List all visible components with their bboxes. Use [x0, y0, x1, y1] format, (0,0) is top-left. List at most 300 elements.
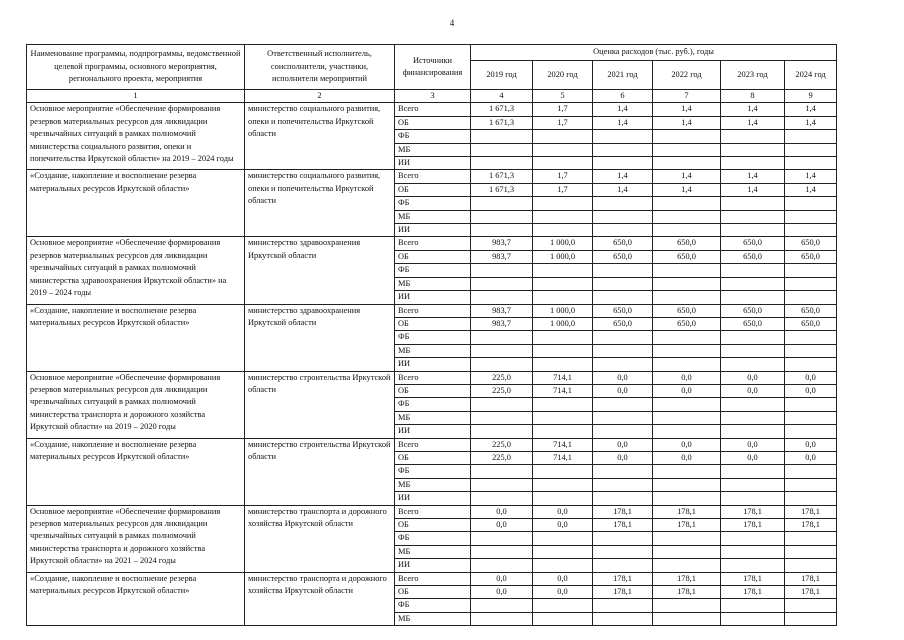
amount-cell: 0,0 [533, 572, 593, 585]
amount-cell [721, 425, 785, 438]
amount-cell: 178,1 [721, 519, 785, 532]
amount-cell [721, 532, 785, 545]
funding-source: ФБ [395, 197, 471, 210]
activity-name: «Создание, накопление и восполнение резерва материальных ресурсов Иркутской области» [27, 170, 245, 237]
funding-source: МБ [395, 478, 471, 491]
amount-cell: 650,0 [593, 237, 653, 250]
funding-source: ИИ [395, 559, 471, 572]
amount-cell [653, 277, 721, 290]
amount-cell [533, 599, 593, 612]
amount-cell [471, 532, 533, 545]
amount-cell: 1 671,3 [471, 116, 533, 129]
amount-cell [471, 411, 533, 424]
amount-cell [593, 197, 653, 210]
amount-cell [785, 559, 837, 572]
amount-cell [533, 331, 593, 344]
activity-name: Основное мероприятие «Обеспечение формирования резервов материальных ресурсов для ликвидации чрезвычайных ситуаций в рамках полномочий министерства социального развития, опеки и попечительства Иркутской области» на 2019 – 2024 годы [27, 103, 245, 170]
amount-cell: 0,0 [785, 451, 837, 464]
amount-cell: 714,1 [533, 371, 593, 384]
amount-cell: 225,0 [471, 451, 533, 464]
amount-cell [533, 478, 593, 491]
amount-cell [533, 344, 593, 357]
funding-source: МБ [395, 545, 471, 558]
amount-cell [785, 398, 837, 411]
amount-cell: 0,0 [653, 384, 721, 397]
amount-cell [593, 559, 653, 572]
table-row [27, 505, 837, 518]
amount-cell: 178,1 [785, 586, 837, 599]
amount-cell: 1 000,0 [533, 317, 593, 330]
amount-cell: 1,4 [653, 183, 721, 196]
table-body [27, 103, 837, 626]
amount-cell: 714,1 [533, 451, 593, 464]
amount-cell: 1,4 [785, 116, 837, 129]
amount-cell [533, 559, 593, 572]
amount-cell [593, 425, 653, 438]
amount-cell [721, 411, 785, 424]
amount-cell [721, 157, 785, 170]
amount-cell: 0,0 [533, 586, 593, 599]
funding-source: ФБ [395, 331, 471, 344]
amount-cell: 714,1 [533, 438, 593, 451]
amount-cell [721, 224, 785, 237]
amount-cell: 1,4 [785, 183, 837, 196]
funding-source: ФБ [395, 398, 471, 411]
amount-cell [785, 492, 837, 505]
amount-cell [721, 277, 785, 290]
amount-cell [653, 398, 721, 411]
funding-source: Всего [395, 237, 471, 250]
amount-cell [653, 492, 721, 505]
amount-cell [471, 599, 533, 612]
amount-cell: 1,4 [721, 183, 785, 196]
funding-source: Всего [395, 170, 471, 183]
amount-cell [593, 210, 653, 223]
amount-cell: 0,0 [653, 451, 721, 464]
amount-cell [721, 478, 785, 491]
page-number: 4 [449, 18, 455, 28]
amount-cell [593, 130, 653, 143]
amount-cell: 1,7 [533, 116, 593, 129]
amount-cell: 178,1 [721, 505, 785, 518]
amount-cell [471, 358, 533, 371]
amount-cell: 1,4 [593, 183, 653, 196]
amount-cell [721, 559, 785, 572]
amount-cell [471, 344, 533, 357]
amount-cell [593, 344, 653, 357]
column-number: 8 [721, 90, 785, 103]
amount-cell [593, 277, 653, 290]
amount-cell [785, 545, 837, 558]
amount-cell: 0,0 [593, 438, 653, 451]
amount-cell: 0,0 [471, 505, 533, 518]
amount-cell: 650,0 [721, 250, 785, 263]
amount-cell [653, 331, 721, 344]
executor: министерство здравоохранения Иркутской области [245, 237, 395, 304]
amount-cell [653, 264, 721, 277]
amount-cell [721, 398, 785, 411]
amount-cell: 1,4 [785, 170, 837, 183]
amount-cell [533, 411, 593, 424]
table-row [27, 438, 837, 451]
funding-source: ОБ [395, 586, 471, 599]
amount-cell [785, 143, 837, 156]
amount-cell: 650,0 [785, 317, 837, 330]
amount-cell [653, 478, 721, 491]
column-number: 9 [785, 90, 837, 103]
amount-cell: 650,0 [721, 317, 785, 330]
amount-cell: 178,1 [593, 505, 653, 518]
amount-cell: 178,1 [785, 505, 837, 518]
amount-cell: 0,0 [593, 451, 653, 464]
amount-cell [721, 612, 785, 625]
amount-cell: 178,1 [653, 519, 721, 532]
amount-cell [593, 612, 653, 625]
amount-cell: 650,0 [721, 304, 785, 317]
amount-cell: 1,4 [721, 170, 785, 183]
amount-cell [533, 197, 593, 210]
amount-cell [533, 465, 593, 478]
funding-source: МБ [395, 277, 471, 290]
funding-source: ОБ [395, 116, 471, 129]
executor: министерство транспорта и дорожного хозяйства Иркутской области [245, 505, 395, 572]
executor: министерство строительства Иркутской области [245, 438, 395, 505]
amount-cell [471, 210, 533, 223]
header-year: 2022 год [653, 61, 721, 90]
funding-source: Всего [395, 505, 471, 518]
amount-cell [785, 291, 837, 304]
amount-cell [471, 197, 533, 210]
amount-cell [721, 331, 785, 344]
amount-cell [593, 331, 653, 344]
amount-cell: 178,1 [653, 505, 721, 518]
amount-cell [471, 130, 533, 143]
amount-cell: 0,0 [785, 438, 837, 451]
amount-cell: 650,0 [785, 250, 837, 263]
amount-cell [593, 224, 653, 237]
amount-cell [471, 545, 533, 558]
amount-cell: 983,7 [471, 317, 533, 330]
amount-cell: 178,1 [593, 519, 653, 532]
amount-cell [471, 143, 533, 156]
amount-cell: 0,0 [593, 371, 653, 384]
amount-cell [653, 545, 721, 558]
amount-cell [593, 492, 653, 505]
amount-cell: 1 000,0 [533, 304, 593, 317]
table-row [27, 103, 837, 116]
amount-cell [653, 532, 721, 545]
funding-source: ФБ [395, 264, 471, 277]
funding-source: ОБ [395, 451, 471, 464]
table-row [27, 170, 837, 183]
amount-cell [533, 264, 593, 277]
amount-cell [533, 224, 593, 237]
header-name: Наименование программы, подпрограммы, ведомственной целевой программы, основного мероприятия, регионального проекта, мероприятия [27, 45, 245, 90]
amount-cell: 1,7 [533, 183, 593, 196]
amount-cell: 225,0 [471, 384, 533, 397]
table-row [27, 371, 837, 384]
amount-cell: 178,1 [785, 519, 837, 532]
funding-source: ФБ [395, 130, 471, 143]
amount-cell [593, 545, 653, 558]
amount-cell: 650,0 [721, 237, 785, 250]
funding-source: ИИ [395, 358, 471, 371]
table-row [27, 237, 837, 250]
column-number: 7 [653, 90, 721, 103]
amount-cell [653, 130, 721, 143]
header-estimate: Оценка расходов (тыс. руб.), годы [471, 45, 837, 61]
amount-cell [471, 291, 533, 304]
amount-cell: 650,0 [653, 317, 721, 330]
amount-cell [785, 130, 837, 143]
header-year: 2021 год [593, 61, 653, 90]
header-year: 2019 год [471, 61, 533, 90]
amount-cell [721, 264, 785, 277]
amount-cell [653, 358, 721, 371]
amount-cell: 1 671,3 [471, 183, 533, 196]
executor: министерство здравоохранения Иркутской области [245, 304, 395, 371]
amount-cell [533, 545, 593, 558]
amount-cell: 0,0 [533, 505, 593, 518]
amount-cell [653, 599, 721, 612]
amount-cell [785, 358, 837, 371]
amount-cell [471, 398, 533, 411]
funding-source: МБ [395, 411, 471, 424]
amount-cell: 650,0 [785, 304, 837, 317]
amount-cell [721, 599, 785, 612]
amount-cell: 1,7 [533, 103, 593, 116]
amount-cell [593, 143, 653, 156]
activity-name: Основное мероприятие «Обеспечение формирования резервов материальных ресурсов для ликвидации чрезвычайных ситуаций в рамках полномочий министерства транспорта и дорожного хозяйства Иркутской области» на 2021 – 2024 годы [27, 505, 245, 572]
amount-cell: 178,1 [721, 572, 785, 585]
amount-cell [721, 358, 785, 371]
amount-cell: 650,0 [653, 304, 721, 317]
funding-source: Всего [395, 371, 471, 384]
amount-cell [471, 224, 533, 237]
funding-source: ИИ [395, 291, 471, 304]
amount-cell [471, 612, 533, 625]
amount-cell: 0,0 [593, 384, 653, 397]
amount-cell [593, 398, 653, 411]
amount-cell: 1 671,3 [471, 170, 533, 183]
amount-cell: 0,0 [653, 371, 721, 384]
amount-cell [533, 425, 593, 438]
amount-cell: 225,0 [471, 438, 533, 451]
amount-cell: 1,4 [785, 103, 837, 116]
amount-cell: 0,0 [471, 572, 533, 585]
header-source: Источники финансирования [395, 45, 471, 90]
amount-cell: 983,7 [471, 304, 533, 317]
amount-cell [785, 612, 837, 625]
amount-cell: 1 000,0 [533, 250, 593, 263]
amount-cell [785, 478, 837, 491]
amount-cell [785, 599, 837, 612]
header-year: 2023 год [721, 61, 785, 90]
table-row [27, 572, 837, 585]
amount-cell [533, 143, 593, 156]
amount-cell: 1,4 [653, 103, 721, 116]
amount-cell [593, 411, 653, 424]
funding-source: ОБ [395, 317, 471, 330]
amount-cell [721, 130, 785, 143]
funding-source: МБ [395, 143, 471, 156]
executor: министерство транспорта и дорожного хозяйства Иркутской области [245, 572, 395, 626]
amount-cell [721, 143, 785, 156]
column-number: 6 [593, 90, 653, 103]
funding-source: ОБ [395, 519, 471, 532]
amount-cell [721, 465, 785, 478]
table-row [27, 304, 837, 317]
amount-cell: 0,0 [471, 586, 533, 599]
amount-cell: 0,0 [721, 438, 785, 451]
amount-cell [471, 465, 533, 478]
amount-cell: 1,4 [721, 103, 785, 116]
funding-source: ФБ [395, 599, 471, 612]
amount-cell [785, 411, 837, 424]
funding-source: ОБ [395, 384, 471, 397]
amount-cell [721, 210, 785, 223]
amount-cell [593, 291, 653, 304]
amount-cell [593, 599, 653, 612]
amount-cell [721, 492, 785, 505]
amount-cell [533, 612, 593, 625]
amount-cell: 1 671,3 [471, 103, 533, 116]
amount-cell: 650,0 [785, 237, 837, 250]
header-year: 2024 год [785, 61, 837, 90]
amount-cell: 650,0 [653, 250, 721, 263]
amount-cell: 178,1 [593, 586, 653, 599]
amount-cell: 650,0 [593, 304, 653, 317]
activity-name: «Создание, накопление и восполнение резерва материальных ресурсов Иркутской области» [27, 572, 245, 626]
amount-cell: 650,0 [593, 317, 653, 330]
amount-cell: 1,4 [593, 103, 653, 116]
amount-cell [533, 532, 593, 545]
amount-cell [653, 612, 721, 625]
amount-cell [593, 157, 653, 170]
amount-cell [785, 425, 837, 438]
amount-cell: 1,4 [653, 170, 721, 183]
funding-source: МБ [395, 612, 471, 625]
amount-cell: 1,4 [721, 116, 785, 129]
amount-cell [653, 411, 721, 424]
amount-cell [593, 478, 653, 491]
amount-cell: 983,7 [471, 237, 533, 250]
amount-cell [471, 157, 533, 170]
amount-cell: 714,1 [533, 384, 593, 397]
amount-cell: 225,0 [471, 371, 533, 384]
amount-cell [785, 331, 837, 344]
amount-cell [785, 277, 837, 290]
funding-source: ФБ [395, 465, 471, 478]
amount-cell: 1 000,0 [533, 237, 593, 250]
column-number: 5 [533, 90, 593, 103]
amount-cell [653, 143, 721, 156]
amount-cell [471, 478, 533, 491]
expenditure-table [26, 44, 837, 626]
amount-cell [721, 197, 785, 210]
amount-cell [533, 398, 593, 411]
funding-source: ИИ [395, 492, 471, 505]
amount-cell: 650,0 [653, 237, 721, 250]
amount-cell [785, 197, 837, 210]
amount-cell [533, 130, 593, 143]
amount-cell [785, 532, 837, 545]
amount-cell [471, 559, 533, 572]
amount-cell: 1,4 [653, 116, 721, 129]
amount-cell [533, 358, 593, 371]
amount-cell [471, 331, 533, 344]
funding-source: Всего [395, 438, 471, 451]
column-number: 3 [395, 90, 471, 103]
amount-cell [593, 532, 653, 545]
amount-cell: 983,7 [471, 250, 533, 263]
amount-cell [593, 358, 653, 371]
activity-name: Основное мероприятие «Обеспечение формирования резервов материальных ресурсов для ликвидации чрезвычайных ситуаций в рамках полномочий министерства транспорта и дорожного хозяйства Иркутской области» на 2019 – 2020 годы [27, 371, 245, 438]
amount-cell: 0,0 [721, 384, 785, 397]
amount-cell [593, 465, 653, 478]
amount-cell [653, 465, 721, 478]
funding-source: ОБ [395, 183, 471, 196]
header-executor: Ответственный исполнитель, соисполнители, участники, исполнители мероприятий [245, 45, 395, 90]
activity-name: «Создание, накопление и восполнение резерва материальных ресурсов Иркутской области» [27, 438, 245, 505]
amount-cell [653, 224, 721, 237]
executor: министерство социального развития, опеки и попечительства Иркутской области [245, 103, 395, 170]
amount-cell [653, 197, 721, 210]
executor: министерство строительства Иркутской области [245, 371, 395, 438]
amount-cell [653, 425, 721, 438]
amount-cell [653, 210, 721, 223]
funding-source: Всего [395, 572, 471, 585]
amount-cell [721, 545, 785, 558]
amount-cell [785, 344, 837, 357]
amount-cell [533, 277, 593, 290]
funding-source: ФБ [395, 532, 471, 545]
column-number: 2 [245, 90, 395, 103]
amount-cell [533, 157, 593, 170]
amount-cell: 1,7 [533, 170, 593, 183]
amount-cell [653, 559, 721, 572]
column-number: 4 [471, 90, 533, 103]
amount-cell: 0,0 [533, 519, 593, 532]
amount-cell: 178,1 [653, 572, 721, 585]
amount-cell: 178,1 [653, 586, 721, 599]
amount-cell [471, 264, 533, 277]
funding-source: Всего [395, 304, 471, 317]
header-year: 2020 год [533, 61, 593, 90]
amount-cell: 650,0 [593, 250, 653, 263]
amount-cell [785, 157, 837, 170]
executor: министерство социального развития, опеки и попечительства Иркутской области [245, 170, 395, 237]
amount-cell [653, 157, 721, 170]
column-number: 1 [27, 90, 245, 103]
amount-cell [533, 492, 593, 505]
amount-cell [471, 425, 533, 438]
amount-cell: 1,4 [593, 116, 653, 129]
amount-cell [471, 492, 533, 505]
amount-cell: 0,0 [721, 371, 785, 384]
activity-name: Основное мероприятие «Обеспечение формирования резервов материальных ресурсов для ликвидации чрезвычайных ситуаций в рамках полномочий министерства здравоохранения Иркутской области» на 2019 – 2024 годы [27, 237, 245, 304]
funding-source: ИИ [395, 224, 471, 237]
amount-cell [533, 291, 593, 304]
amount-cell: 0,0 [653, 438, 721, 451]
activity-name: «Создание, накопление и восполнение резерва материальных ресурсов Иркутской области» [27, 304, 245, 371]
amount-cell [533, 210, 593, 223]
amount-cell [785, 465, 837, 478]
amount-cell: 178,1 [593, 572, 653, 585]
amount-cell: 0,0 [785, 384, 837, 397]
funding-source: МБ [395, 344, 471, 357]
amount-cell: 0,0 [785, 371, 837, 384]
